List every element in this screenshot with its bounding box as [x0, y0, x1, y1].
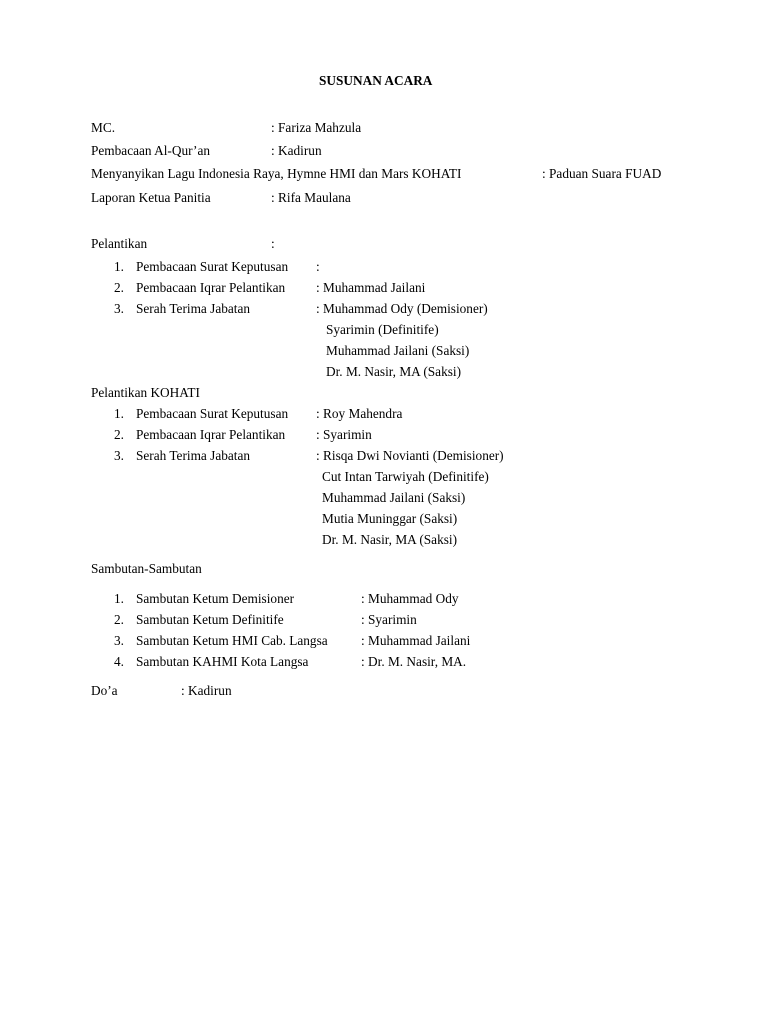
list-number: 3. [114, 448, 124, 463]
continuation-line: Syarimin (Definitife) [326, 322, 439, 337]
list-item-label: Serah Terima Jabatan [136, 448, 251, 463]
intro-label-lagu: Menyanyikan Lagu Indonesia Raya, Hymne HMI dan Mars KOHATI [91, 166, 462, 181]
continuation-line: Dr. M. Nasir, MA (Saksi) [326, 364, 462, 379]
list-number: 3. [114, 633, 124, 648]
intro-label-mc: MC. [91, 120, 116, 135]
intro-value-laporan: : Rifa Maulana [271, 190, 351, 205]
intro-value-lagu: : Paduan Suara FUAD [542, 166, 662, 181]
list-number: 2. [114, 280, 124, 295]
continuation-line: Muhammad Jailani (Saksi) [322, 490, 466, 505]
list-item-value: : Risqa Dwi Novianti (Demisioner) [316, 448, 504, 463]
list-number: 1. [114, 591, 124, 606]
list-item-label: Pembacaan Surat Keputusan [136, 406, 289, 421]
list-number: 2. [114, 612, 124, 627]
pelantikan-heading: Pelantikan [91, 236, 148, 251]
list-item-label: Pembacaan Iqrar Pelantikan [136, 427, 286, 442]
list-item-value: : Muhammad Ody (Demisioner) [316, 301, 488, 316]
list-item-value: : Muhammad Jailani [316, 280, 426, 295]
list-item-label: Sambutan KAHMI Kota Langsa [136, 654, 309, 669]
list-item-value: : Syarimin [361, 612, 417, 627]
list-item-label: Pembacaan Surat Keputusan [136, 259, 289, 274]
page-title: SUSUNAN ACARA [319, 73, 433, 88]
list-number: 1. [114, 406, 124, 421]
list-number: 4. [114, 654, 124, 669]
continuation-line: Cut Intan Tarwiyah (Definitife) [322, 469, 489, 484]
list-item-value: : Roy Mahendra [316, 406, 403, 421]
list-item-value: : Muhammad Ody [361, 591, 459, 606]
list-item-label: Serah Terima Jabatan [136, 301, 251, 316]
sambutan-heading: Sambutan-Sambutan [91, 561, 202, 576]
list-number: 1. [114, 259, 124, 274]
intro-value-quran: : Kadirun [271, 143, 322, 158]
list-item-value: : Syarimin [316, 427, 372, 442]
list-item-value: : [316, 259, 320, 274]
list-item-label: Sambutan Ketum HMI Cab. Langsa [136, 633, 328, 648]
list-item-label: Sambutan Ketum Definitife [136, 612, 284, 627]
intro-value-mc: : Fariza Mahzula [271, 120, 362, 135]
list-item-label: Sambutan Ketum Demisioner [136, 591, 295, 606]
list-number: 2. [114, 427, 124, 442]
list-item-label: Pembacaan Iqrar Pelantikan [136, 280, 286, 295]
list-item-value: : Dr. M. Nasir, MA. [361, 654, 467, 669]
pelantikan-kohati-heading: Pelantikan KOHATI [91, 385, 200, 400]
continuation-line: Mutia Muninggar (Saksi) [322, 511, 458, 526]
intro-label-laporan: Laporan Ketua Panitia [91, 190, 211, 205]
continuation-line: Dr. M. Nasir, MA (Saksi) [322, 532, 458, 547]
intro-label-quran: Pembacaan Al-Qur’an [91, 143, 211, 158]
list-item-value: : Muhammad Jailani [361, 633, 471, 648]
pelantikan-separator: : [271, 236, 275, 251]
doa-label: Do’a [91, 683, 118, 698]
doa-value: : Kadirun [181, 683, 232, 698]
list-number: 3. [114, 301, 124, 316]
continuation-line: Muhammad Jailani (Saksi) [326, 343, 470, 358]
